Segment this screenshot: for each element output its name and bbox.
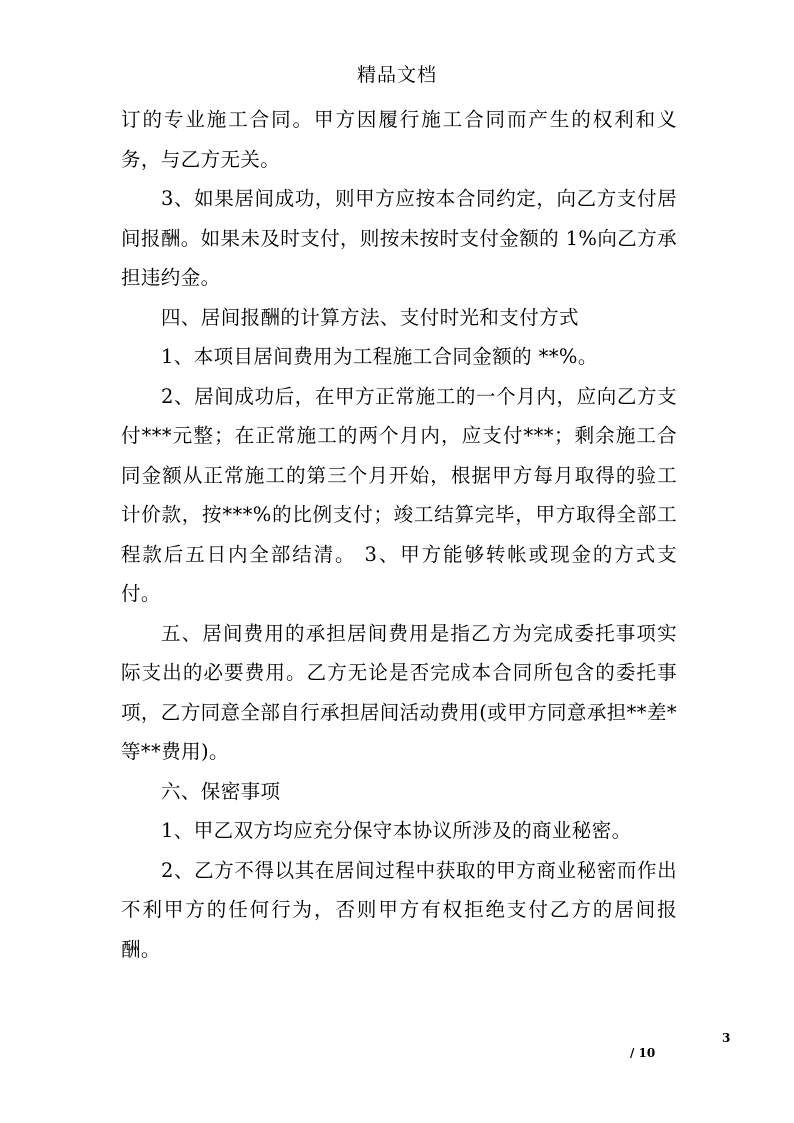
paragraph-clause-4-1: 1、本项目居间费用为工程施工合同金额的 **%。 [161, 345, 598, 368]
page-number: 3 [722, 1031, 731, 1045]
page-total: / 10 [630, 1046, 656, 1060]
paragraph-clause-4-2: 2、居间成功后，在甲方正常施工的一个月内，应向乙方支付***元整；在正常施工的两个月内，应支付***；剩余施工合同金额从正常施工的第三个月开始，根据甲方每月取得的验工计价款，按***%的比例支付；竣工结算完毕，甲方取得全部工程款后五日内全部结清。 3、甲方能够转帐或现金的方式支付。 [121, 384, 677, 605]
paragraph-clause-6-1: 1、甲乙双方均应充分保守本协议所涉及的商业秘密。 [161, 819, 632, 842]
section-heading-6: 六、保密事项 [161, 779, 281, 803]
section-heading-4: 四、居间报酬的计算方法、支付时光和支付方式 [161, 305, 579, 329]
section-heading-5: 五、居间费用的承担居间费用是指乙方为完成委托事项实际支出的必要费用。乙方无论是否完成本合同所包含的委托事项，乙方同意全部自行承担居间活动费用(或甲方同意承担**差*等**费用)。 [121, 621, 677, 763]
paragraph-clause-3-payment: 3、如果居间成功，则甲方应按本合同约定，向乙方支付居间报酬。如果未及时支付，则按未按时支付金额的 1%向乙方承担违约金。 [121, 187, 677, 289]
paragraph-continuation: 订的专业施工合同。甲方因履行施工合同而产生的权利和义务，与乙方无关。 [121, 108, 677, 171]
paragraph-clause-6-2: 2、乙方不得以其在居间过程中获取的甲方商业秘密而作出不利甲方的任何行为，否则甲方有权拒绝支付乙方的居间报酬。 [121, 858, 677, 961]
page-header-title: 精品文档 [356, 64, 437, 86]
document-body [121, 100, 677, 969]
